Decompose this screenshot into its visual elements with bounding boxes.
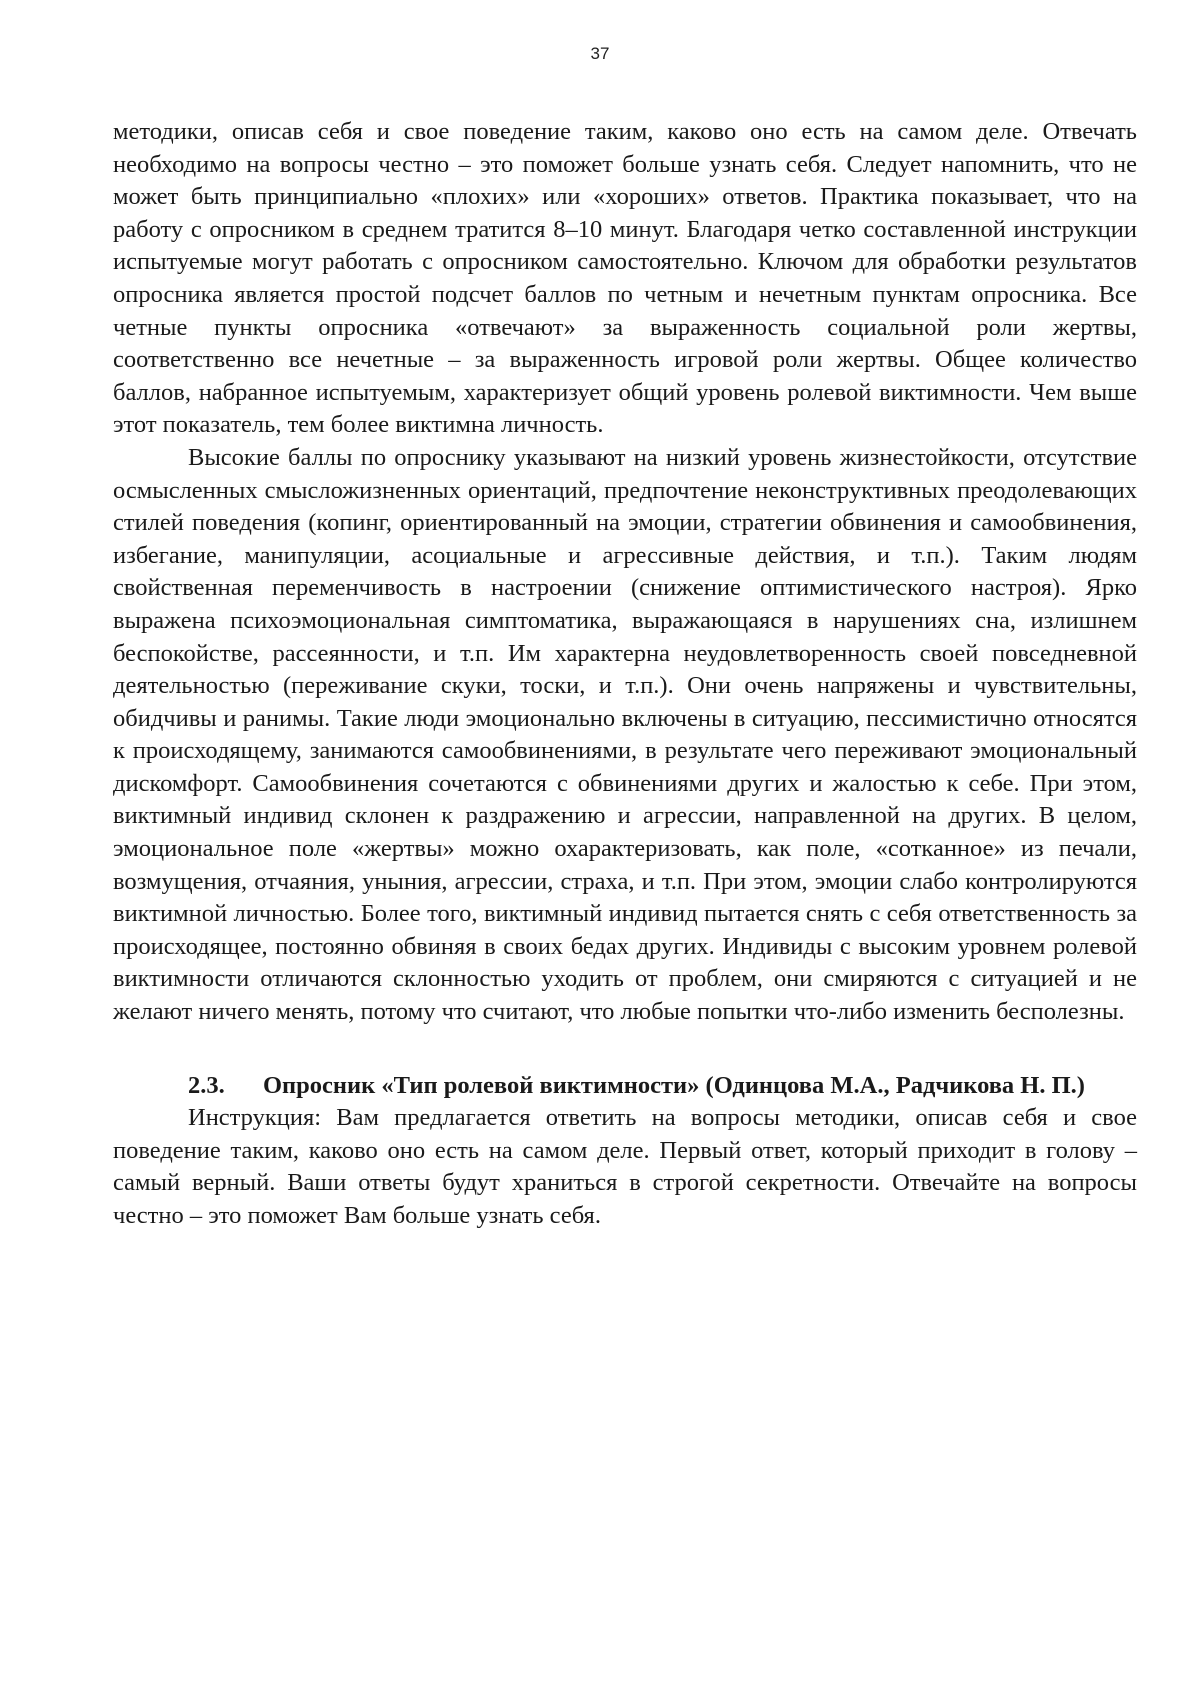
paragraph-method-description: методики, описав себя и свое поведение таким, каково оно есть на самом деле. Отвечать необходимо на вопросы честно – это поможет больше узнать себя. Следует напомнить, что не может быть принципиально «плохих» или «хороших» ответов. Практика показывает, что на работу с опросником в среднем тратится 8–10 минут. Благодаря четко составленной инструкции испытуемые могут работать с опросником самостоятельно. Ключом для обработки результатов опросника является простой подсчет баллов по четным и нечетным пунктам опросника. Все четные пункты опросника «отвечают» за выраженность социальной роли жертвы, соответственно все нечетные – за выраженность игровой роли жертвы. Общее количество баллов, набранное испытуемым, характеризует общий уровень ролевой виктимности. Чем выше этот показатель, тем более виктимна личность. bbox=[113, 118, 1137, 439]
page-content bbox=[113, 116, 1137, 1233]
page-number: 37 bbox=[590, 44, 610, 63]
section-heading bbox=[113, 1070, 1137, 1103]
section-number: 2.3. bbox=[188, 1071, 225, 1099]
section-title: Опросник «Тип ролевой виктимности» (Одинцова М.А., Радчикова Н. П.) bbox=[263, 1071, 1085, 1099]
paragraph-instruction: Инструкция: Вам предлагается ответить на вопросы методики, описав себя и свое поведение таким, каково оно есть на самом деле. Первый ответ, который приходит в голову – самый верный. Ваши ответы будут храниться в строгой секретности. Отвечайте на вопросы честно – это поможет Вам больше узнать себя. bbox=[113, 1104, 1137, 1229]
paragraph-high-scores: Высокие баллы по опроснику указывают на низкий уровень жизнестойкости, отсутствие осмысленных смысложизненных ориентаций, предпочтение неконструктивных преодолевающих стилей поведения (копинг, ориентированный на эмоции, стратегии обвинения и самообвинения, избегание, манипуляции, асоциальные и агрессивные действия, и т.п.). Таким людям свойственная переменчивость в настроении (снижение оптимистического настроя). Ярко выражена психоэмоциональная симптоматика, выражающаяся в нарушениях сна, излишнем беспокойстве, рассеянности, и т.п. Им характерна неудовлетворенность своей повседневной деятельностью (переживание скуки, тоски, и т.п.). Они очень напряжены и чувствительны, обидчивы и ранимы. Такие люди эмоционально включены в ситуацию, пессимистично относятся к происходящему, занимаются самообвинениями, в результате чего переживают эмоциональный дискомфорт. Самообвинения сочетаются с обвинениями других и жалостью к себе. При этом, виктимный индивид склонен к раздражению и агрессии, направленной на других. В целом, эмоциональное поле «жертвы» можно охарактеризовать, как поле, «сотканное» из печали, возмущения, отчаяния, уныния, агрессии, страха, и т.п. При этом, эмоции слабо контролируются виктимной личностью. Более того, виктимный индивид пытается снять с себя ответственность за происходящее, постоянно обвиняя в своих бедах других. Индивиды с высоким уровнем ролевой виктимности отличаются склонностью уходить от проблем, они смиряются с ситуацией и не желают ничего менять, потому что считают, что любые попытки что-либо изменить бесполезны. bbox=[113, 443, 1137, 1026]
